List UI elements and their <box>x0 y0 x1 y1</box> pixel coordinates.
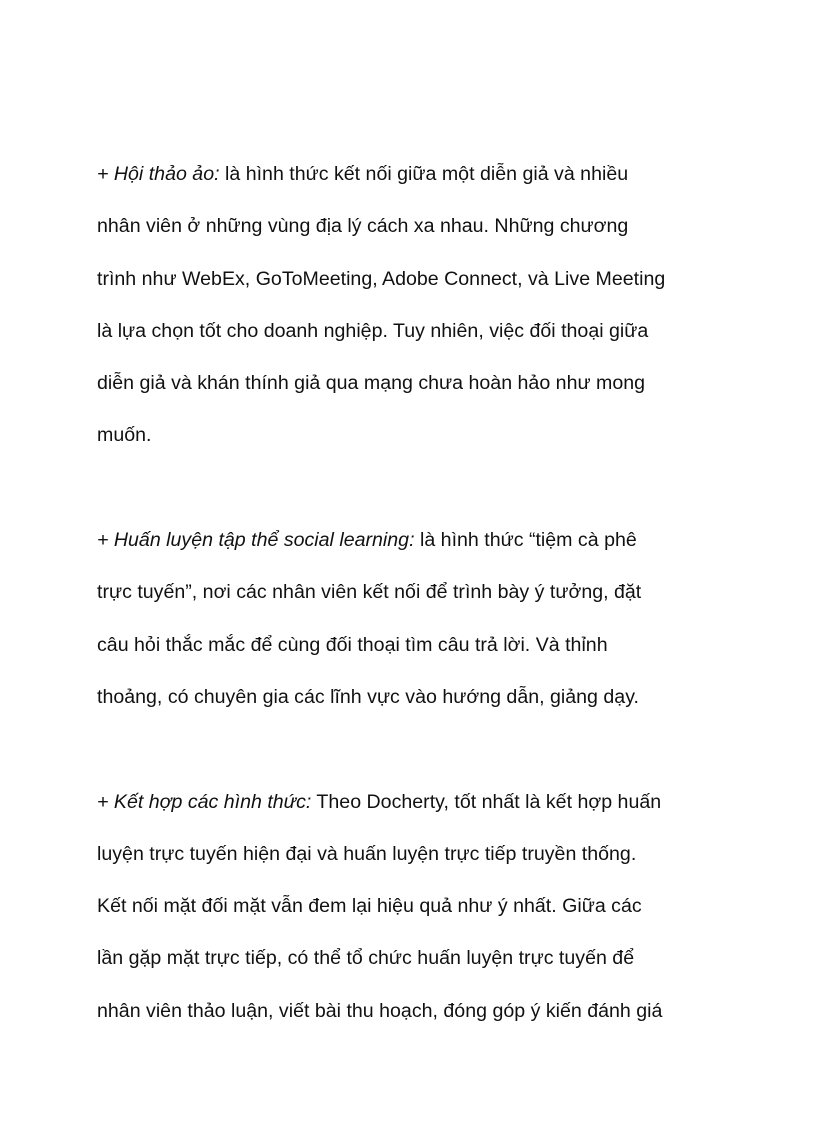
text-line: lần gặp mặt trực tiếp, có thể tổ chức huấn luyện trực tuyến để <box>97 947 635 970</box>
text-line: trực tuyến”, nơi các nhân viên kết nối để trình bày ý tưởng, đặt <box>97 581 642 604</box>
text-line: câu hỏi thắc mắc để cùng đối thoại tìm câu trả lời. Và thỉnh <box>97 633 608 656</box>
text-line: diễn giả và khán thính giả qua mạng chưa hoàn hảo như mong <box>97 372 646 395</box>
paragraph-spacer <box>97 462 737 514</box>
text-line: thoảng, có chuyên gia các lĩnh vực vào hướng dẫn, giảng dạy. <box>97 685 639 708</box>
text-line: là lựa chọn tốt cho doanh nghiệp. Tuy nhiên, việc đối thoại giữa <box>97 319 649 342</box>
text-line: + Huấn luyện tập thể social learning: là hình thức “tiệm cà phê <box>97 529 637 552</box>
text-line: nhân viên ở những vùng địa lý cách xa nhau. Những chương <box>97 215 629 238</box>
paragraph-social-learning <box>97 514 737 723</box>
paragraph-spacer <box>97 723 737 775</box>
text-line: Kết nối mặt đối mặt vẫn đem lại hiệu quả như ý nhất. Giữa các <box>97 895 642 918</box>
text-line: trình như WebEx, GoToMeeting, Adobe Connect, và Live Meeting <box>97 267 666 290</box>
paragraph-virtual-seminar <box>97 148 737 462</box>
text-line: nhân viên thảo luận, viết bài thu hoạch, đóng góp ý kiến đánh giá <box>97 999 663 1022</box>
text-line: luyện trực tuyến hiện đại và huấn luyện trực tiếp truyền thống. <box>97 842 637 865</box>
text-line: + Hội thảo ảo: là hình thức kết nối giữa một diễn giả và nhiều <box>97 163 629 185</box>
paragraph-lead: + Kết hợp các hình thức: <box>97 790 312 813</box>
text-line: + Kết hợp các hình thức: Theo Docherty, tốt nhất là kết hợp huấn <box>97 790 662 813</box>
paragraph-blended-forms <box>97 776 737 1037</box>
text-line: muốn. <box>97 424 152 447</box>
paragraph-lead: + Hội thảo ảo: <box>97 163 220 185</box>
paragraph-lead: + Huấn luyện tập thể social learning: <box>97 529 415 552</box>
document-page <box>97 148 737 1037</box>
